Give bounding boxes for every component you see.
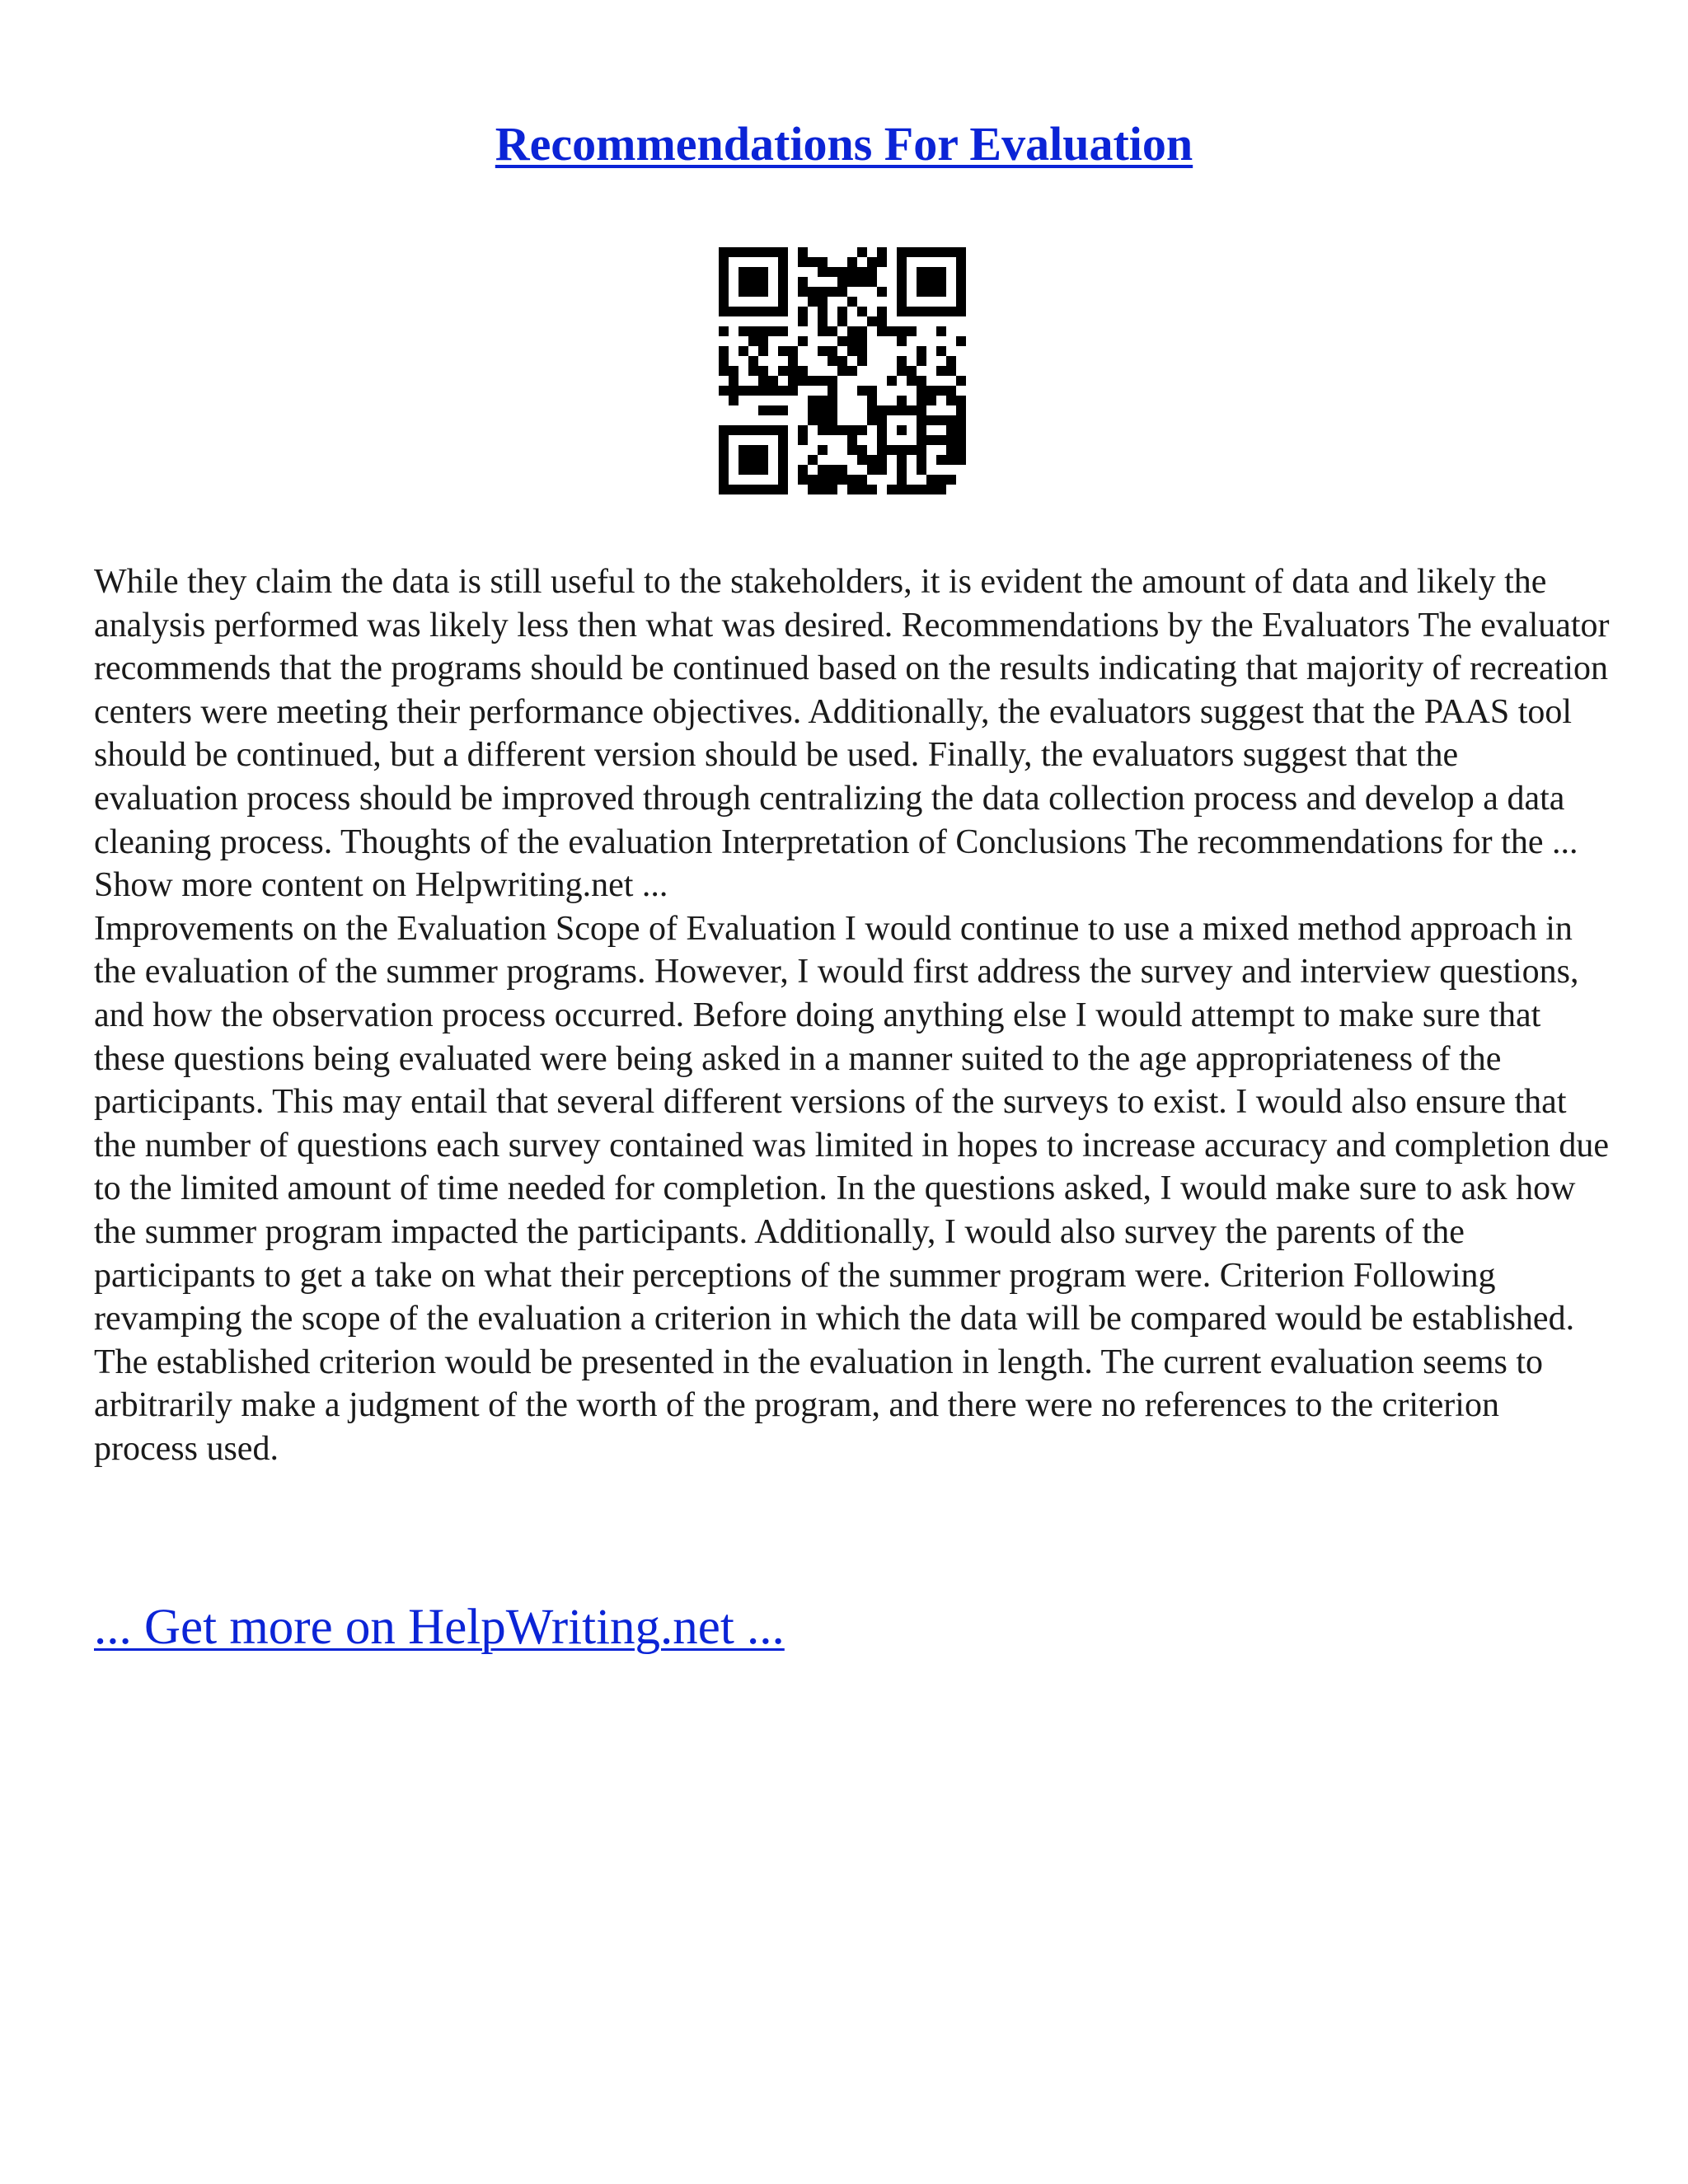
qr-code-icon xyxy=(719,247,966,494)
page-title xyxy=(0,115,1688,173)
article-body xyxy=(94,560,1611,1470)
get-more-link-container xyxy=(94,1599,785,1657)
paragraph-2: Improvements on the Evaluation Scope of Evaluation I would continue to use a mixed method approach in the evaluation of the summer programs. However, I would first address the survey and interview questions, and how the observation process occurred. Before doing anything else I would attempt to make sure that these questions being evaluated were being asked in a manner suited to the age appropriateness of the participants. This may entail that several different versions of the surveys to exist. I would also ensure that the number of questions each survey contained was limited in hopes to increase accuracy and completion due to the limited amount of time needed for completion. In the questions asked, I would make sure to ask how the summer program impacted the participants. Additionally, I would also survey the parents of the participants to get a take on what their perceptions of the summer program were. Criterion Following revamping the scope of the evaluation a criterion in which the data will be compared would be established. The established criterion would be presented in the evaluation in length. The current evaluation seems to arbitrarily make a judgment of the worth of the program, and there were no references to the criterion process used. xyxy=(94,909,1610,1468)
qr-code-graphic xyxy=(719,247,966,494)
get-more-link[interactable]: ... Get more on HelpWriting.net ... xyxy=(94,1600,785,1655)
title-link[interactable]: Recommendations For Evaluation xyxy=(495,117,1193,171)
paragraph-1: While they claim the data is still useful to the stakeholders, it is evident the amount of data and likely the analysis performed was likely less then what was desired. Recommendations by the Evaluators The evaluator recommends that the programs should be continued based on the results indicating that majority of recreation centers were meeting their performance objectives. Additionally, the evaluators suggest that the PAAS tool should be continued, but a different version should be used. Finally, the evaluators suggest that the evaluation process should be improved through centralizing the data collection process and develop a data cleaning process. Thoughts of the evaluation Interpretation of Conclusions The recommendations for the ... Show more content on Helpwriting.net ... xyxy=(94,563,1610,905)
